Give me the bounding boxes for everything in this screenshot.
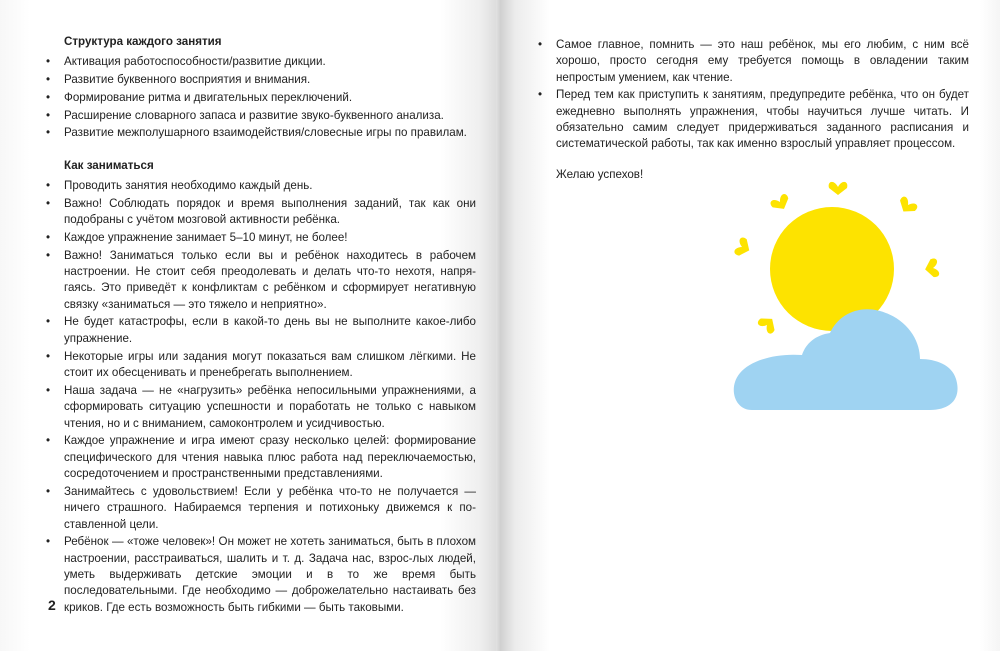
list-item: • Проводить занятия необходимо каждый день. xyxy=(46,178,476,194)
sun-ray xyxy=(896,195,919,217)
list-item: • Каждое упражнение занимает 5–10 минут, не более! xyxy=(46,230,476,246)
left-page-content xyxy=(46,34,476,618)
how-to-list xyxy=(46,178,476,616)
list-item: • Занимайтесь с удовольствием! Если у ребёнка что-то не получается — ничего страшного. Набираемся терпения и потихоньку движемся к по-ставленной цели. xyxy=(46,484,476,533)
list-item: • Важно! Соблюдать порядок и время выполнения заданий, так как они подобраны с учётом мозговой активности ребёнка. xyxy=(46,196,476,229)
section-heading-how-to: Как заниматься xyxy=(64,158,154,172)
page-number: 2 xyxy=(48,597,56,613)
list-item: • Самое главное, помнить — это наш ребёнок, мы его любим, с ним всё хорошо, просто сегодня ему требуется помощь в овладении таким непростым умением, как чтение. xyxy=(538,37,969,86)
list-item: • Развитие межполушарного взаимодействия/словесные игры по правилам. xyxy=(46,125,476,141)
list-item: • Некоторые игры или задания могут показаться вам слишком лёгкими. Не стоит их обесценивать и пренебрегать выполнением. xyxy=(46,349,476,382)
section-heading-structure: Структура каждого занятия xyxy=(64,35,222,48)
list-item: • Каждое упражнение и игра имеют сразу несколько целей: формирование специфического для чтения навыка плюс работа над переключаемостью, сосредоточением и пространственными представлениями. xyxy=(46,433,476,482)
list-item: • Не будет катастрофы, если в какой-то день вы не выполните какое-либо упражнение. xyxy=(46,314,476,347)
sun-cloud-illustration xyxy=(730,165,970,415)
sun-ray xyxy=(733,236,753,259)
right-page-content xyxy=(538,37,969,183)
list-item: • Важно! Заниматься только если вы и ребёнок находитесь в рабочем настроении. Не стоит себя преодолевать и делать что-то нехотя, напря-гаясь. Это приведёт к конфликтам с ребёнком и сформирует негативную связку «заниматься — это тяжело и неприятно». xyxy=(46,248,476,314)
right-page xyxy=(500,0,1000,651)
list-item: • Активация работоспособности/развитие дикции. xyxy=(46,54,476,70)
sun-ray xyxy=(757,313,780,335)
list-item: • Формирование ритма и двигательных переключений. xyxy=(46,90,476,106)
structure-list xyxy=(46,54,476,141)
list-item: • Расширение словарного запаса и развитие звуко-буквенного анализа. xyxy=(46,108,476,124)
list-item: • Развитие буквенного восприятия и внимания. xyxy=(46,72,476,88)
list-item: • Наша задача — не «нагрузить» ребёнка непосильными упражнениями, а сформировать ситуацию успешности и поработать не только с навыком чтения, но и с вниманием, самоконтролем и усидчивостью. xyxy=(46,383,476,432)
closing-wish: Желаю успехов! xyxy=(556,167,644,181)
sun-ray xyxy=(769,193,792,214)
advice-list xyxy=(538,37,969,153)
sun-ray xyxy=(923,258,939,279)
list-item: • Ребёнок — «тоже человек»! Он может не хотеть заниматься, быть в плохом настроении, расстраиваться, шалить и т. д. Задача нас, взрос-лых людей, уметь выдерживать детские эмоции и в то же время быть последовательными. Где необходимо — доброжелательно настаивать без криков. Где есть возможность быть гибкими — быть таковыми. xyxy=(46,534,476,616)
list-item: • Перед тем как приступить к занятиям, предупредите ребёнка, что он будет ежедневно выполнять упражнения, чтобы научиться лучше читать. И обязательно самим следует придерживаться заданного расписания и систематической работы, так как именно взрослый управляет процессом. xyxy=(538,87,969,153)
sun-ray xyxy=(829,182,848,195)
